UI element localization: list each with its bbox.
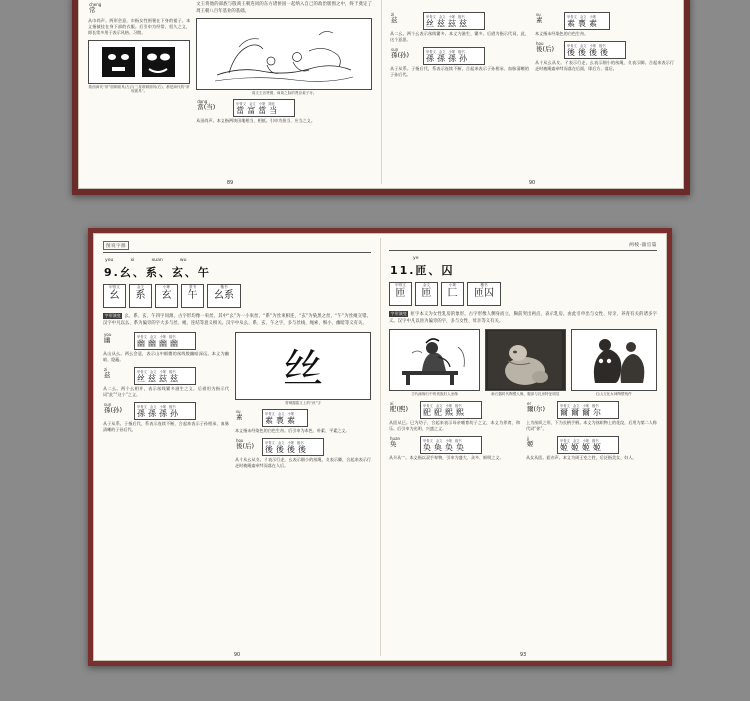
glyph-box-zi-2 [134,367,196,385]
entry-note: 从巾尚声。两形会意，巾指女性围裹在下身的裙子。本义指披挂在身下部的衣服。后引申为经常、恒久之义，即长常多用于表示风格、习惯。 [88,18,191,36]
figurine-photo-svg [488,331,562,389]
wenwang-drawing-caption: 周文王访贤图，商周之际的贤臣姜子牙。 [251,91,317,96]
entry-su [535,12,561,24]
section-intro [103,313,371,327]
entry-char: 常 [89,6,96,14]
glyph-label: 小篆 [159,369,167,374]
pinyin: xuan [151,258,163,264]
entry-note: 从廾从宀。本义指以双手奉物，引申为盛大、众多、鲜明之义。 [389,455,504,461]
glyph-box-er [557,401,619,419]
figurine-drawing-svg [577,331,651,389]
glyph: 孫 [159,409,167,419]
mask-figure-caption: 陕西商代“常”面铜面具(左)与三星堆铜面具(右)，都是商代的“常规面具”。 [88,84,190,94]
glyph-label: 金文 [422,283,431,287]
glyph: 富 [247,105,256,115]
glyph: 玆 [448,18,456,28]
glyph: 奂 [456,443,464,453]
glyph: 素 [589,18,597,28]
entry-char: 兹 [391,15,398,24]
entry-hou [535,41,561,53]
glyph: 孙 [170,409,178,419]
entry-char: 兹 [104,370,111,379]
entry-pinyin: zi [391,11,395,17]
entry-pinyin: xi [390,400,394,406]
glyph-label: 楷书 [455,403,462,408]
entry-pinyin: huan [390,436,401,442]
glyph: 姬 [571,443,579,453]
glyph-cell [129,284,152,308]
glyph-label: 小篆 [287,441,295,446]
glyph: 爾 [571,407,579,417]
figurine-photo-caption: 新石器时代陶塑人像，腹部与乳房特征明显 [491,392,560,397]
entry-xi [389,401,417,413]
intro-tag: 字形演变 [390,311,407,316]
glyph-label: 甲骨文 [137,405,147,410]
glyph: 姬 [582,443,590,453]
glyph-box-sun [423,47,485,65]
glyph-label: 楷书 [592,403,599,408]
entry-sun-2 [103,402,131,414]
intro-text: 幺、系、玄、午四字同源，古字形均像一束丝，其中“幺”为一小束丝，“系”为丝束相连，“玄”为染黑之丝，“午”为丝绳交错。汉字中凡以幺、系为偏旁的字大多与丝、绳、连结等意义相关。汉字中从幺、系、玄、午之字，多与丝线、绳索、细小、幽暗等义有关。 [103,314,371,326]
glyph-label: 楷书 [480,283,488,287]
entry-char: 後(后) [536,44,555,53]
entry-zi-2 [103,367,131,379]
glyph-label: 金文 [438,49,446,54]
glyph-box-huan [420,436,482,454]
glyph-label: 甲骨文 [109,285,120,290]
pinyin: you [105,258,114,264]
glyph-label: 楷书 [458,49,465,54]
glyph: 巸 [423,407,431,417]
person-drawing-caption: 古代画像石中的贵族妇人坐像 [411,392,458,397]
entry-char: 當(当) [197,102,216,111]
glyph-box-ji [557,436,619,454]
entry-zi [390,12,420,24]
wenwang-drawing [196,18,372,90]
glyph: 幽 [170,338,178,348]
glyph-cell [181,284,204,308]
glyph: 当 [269,105,278,115]
section-pinyins [105,258,371,263]
glyph: 素 [286,416,295,426]
glyph: 兹 [437,18,445,28]
glyph-label: 小篆 [448,283,457,287]
entry-note: 本义指未经染色的白色生帛。后引申为本色、朴素、平素之义。 [234,428,350,434]
glyph: 丝 [137,373,145,383]
glyph: 玄 [161,290,172,302]
chapter-title: 两棱·器官篇 [629,243,657,248]
glyph: 巸 [434,407,442,417]
entry-note: 从彳从幺从夊。彳表示行走，幺表示细小的丝绳，夊表示脚，合起来表示行走时被绳索牵绊而落在人后。 [234,457,371,469]
glyph-cell [207,284,241,308]
glyph-box-you [134,332,196,350]
glyph: 午 [187,290,198,302]
glyph-label: 金文 [277,441,285,446]
glyph-label: 小篆 [159,405,167,410]
glyph-label: 楷书 [169,405,176,410]
entry-hou-2 [235,438,259,450]
figurine-drawing-caption: 红山文化女神陶塑残件 [595,392,632,397]
glyph: 熙 [445,407,453,417]
glyph-label: 小篆 [162,285,171,290]
glyph-label: 楷书 [169,334,176,339]
glyph: 奂 [423,443,431,453]
glyph-label: 小篆 [448,49,456,54]
glyph: 尔 [593,407,601,417]
glyph: 姬 [560,443,568,453]
big-glyph-figure [235,332,371,400]
glyph-label: 甲骨文 [426,14,436,19]
section-title-text: 幺、系、玄、午 [119,266,211,280]
glyph: 幺 [109,290,120,302]
mask-figure-svg [99,43,179,81]
glyph: 幺系 [214,290,234,302]
glyph: 後 [275,445,284,455]
glyph: 後 [578,47,586,57]
section-title-text: 匝、囚 [415,264,455,277]
entry-pinyin: su [235,409,241,415]
glyph-box-xi [420,401,482,419]
glyph: 丝 [426,18,434,28]
glyph-label: 甲骨文 [395,283,406,287]
glyph-label: 小篆 [589,14,597,19]
glyph: 孫 [137,409,145,419]
glyph-box-su [564,12,610,30]
figurine-photo [485,329,565,391]
entry-char: 巸(熙) [390,404,409,413]
entry-pinyin: cheng [89,2,102,7]
glyph: 孫 [437,53,445,63]
mask-figure [88,40,190,84]
glyph-label: 金文 [435,403,443,408]
glyph: 孫 [148,409,156,419]
glyph-box-sun-2 [134,402,196,420]
glyph: 孫 [448,53,456,63]
entry-note: 从匝从巳。巳为幼子，合起来表示母亲哺育幼子之义，本义为养育、和乐。后引申为光明、兴盛之义。 [389,419,520,432]
entry-pinyin: zi [104,366,108,372]
glyph: 後 [286,445,295,455]
glyph-cell [441,282,464,306]
section-title [104,264,371,280]
glyph-cell [155,284,178,308]
glyph-label: 小篆 [445,403,453,408]
glyph-label: 金文 [277,412,285,417]
glyph-cell [415,282,438,306]
glyph-label: 小篆 [258,101,266,106]
glyph: 兹 [170,373,178,383]
glyph: 兹 [148,373,156,383]
glyph: 後 [567,47,575,57]
bottom-right-page [380,234,666,660]
glyph: 當 [236,105,245,115]
glyph-label: 甲骨文 [423,403,433,408]
entry-ji [526,436,554,448]
glyph-label: 楷书 [220,285,228,290]
entry-char: 奂 [390,440,397,449]
glyph-label: 甲骨文 [264,412,275,417]
glyph: 後 [600,47,608,57]
glyph-cell [389,282,412,306]
entry-note: 上为丝织之形，下为长柄手柄。本义为丝织物上的花纹，后用为第二人称代词“你”。 [526,419,657,432]
entry-cheng [88,2,190,14]
person-drawing-svg [392,331,478,389]
glyph-label: 小篆 [589,43,597,48]
entry-note: 从二幺。两个幺表示丝线繁多。本义为滋生、繁多。后借为指示代词，此、这个意思。 [390,30,529,42]
glyph-label: 金文 [435,439,443,444]
glyph-evolution-strip [389,282,657,306]
entry-pinyin: sun [104,402,112,408]
glyph: 後 [264,445,273,455]
entry-sun [390,47,420,59]
glyph: 爾 [560,407,568,417]
section-number: 9. [104,266,120,280]
glyph-box-hou [564,41,626,59]
glyph-label: 楷书 [297,441,304,446]
glyph-label: 金文 [149,369,157,374]
entry-you [103,332,131,344]
entry-pinyin: ji [527,436,530,442]
glyph: 幽 [159,338,167,348]
big-glyph: 丝 [282,346,323,392]
glyph-label: 甲骨文 [560,439,570,444]
top-spread-inner [78,0,684,189]
entry-su-2 [235,409,259,421]
running-head-left [103,241,371,253]
big-glyph-caption: 青铜器铭文上的“丝”字 [284,400,322,405]
entry-char: 姬 [527,440,534,449]
glyph: 幽 [148,338,156,348]
page-number: 93 [519,652,527,658]
glyph-label: 甲骨文 [137,369,147,374]
page-number: 90 [233,652,241,658]
glyph-label: 甲骨文 [567,14,577,19]
glyph-label: 金文 [572,439,580,444]
glyph-label: 甲骨文 [567,43,577,48]
section-number: 11. [390,264,416,277]
glyph-label: 金文 [149,405,157,410]
glyph-label: 简化 [268,101,275,106]
wenwang-drawing-svg [209,21,359,87]
entry-pinyin: hou [536,40,544,46]
entry-note: 从田尚声。本义指两块田地相当、相抵。引申为担当、应当之义。 [196,117,315,123]
entry-note: 本义指未经染色的白色生帛。 [535,30,589,36]
glyph: 幽 [137,338,145,348]
glyph-evolution-strip [103,284,371,308]
glyph: 後 [589,47,597,57]
intro-text: 匝字本义为女性乳房的象形。古字形像人侧身而立，胸前突出两点，表示乳房。由此引申出与女性、母亲、养育有关的诸多字义。汉字中凡以匝为偏旁的字，多与女性、母亲等义有关。 [389,312,657,324]
glyph-label: 金文 [149,334,157,339]
glyph-label: 金文 [572,403,580,408]
glyph-label: 甲骨文 [426,49,436,54]
entry-note: 从子从系。子指后代，系表示连续不断，合起来表示子孙相承、血脉清晰的子孙后代。 [103,421,229,433]
glyph-label: 甲骨文 [264,441,275,446]
entry-pinyin: you [104,331,112,337]
glyph: 匝 [395,287,406,299]
book-spread-top [72,0,690,195]
entry-er [526,401,554,413]
entry-pinyin: sun [391,46,399,52]
glyph-label: 小篆 [445,439,453,444]
glyph: 褭 [578,18,586,28]
glyph-box-hou-2 [262,438,324,456]
top-left-intro: 文王将他的部族与殷商王朝连同的东方诸侯国一起纳入自己的政治版图之中，终于奠定了周王朝八百年基业的基础。 [196,2,372,14]
glyph: 奂 [445,443,453,453]
glyph-label: 金文 [579,14,587,19]
glyph: 當 [258,105,267,115]
glyph: 素 [264,416,273,426]
entry-char: 後(后) [235,442,255,451]
glyph-label: 金文 [438,14,446,19]
glyph-label: 小篆 [287,412,295,417]
entry-char: 素 [235,413,243,422]
glyph-label: 甲骨文 [560,403,570,408]
glyph-label: 小篆 [159,334,167,339]
entry-pinyin: er [527,400,532,406]
glyph: 後 [297,445,306,455]
glyph: 玆 [159,373,167,383]
glyph: 系 [135,290,146,302]
entry-pinyin: dang [197,98,208,104]
entry-pinyin: hou [235,438,244,444]
glyph-label: 金文 [136,285,145,290]
entry-char: 孫(孙) [391,50,410,59]
page-number: 89 [226,180,234,186]
glyph: 匝囚 [474,287,494,299]
glyph: 素 [567,18,575,28]
bottom-spread-inner [93,233,667,661]
glyph-box-zi [423,12,485,30]
pinyin: wu [179,258,187,264]
intro-tag: 字形演变 [104,313,121,319]
glyph: 熙 [456,407,464,417]
glyph-label: 楷书 [455,439,462,444]
top-left-page [79,0,381,188]
glyph: 兹 [459,18,467,28]
glyph: 褭 [275,416,284,426]
glyph-box-su-2 [262,409,308,427]
bottom-left-page [94,234,380,660]
entry-pinyin: su [536,11,541,17]
running-head-right [389,241,657,251]
entry-char: 孫(孙) [104,406,123,415]
glyph-label: 小篆 [582,403,590,408]
glyph-box-dang [233,99,295,117]
page-number: 90 [528,180,536,186]
entry-note: 从山从幺。两幺会意，表示山中细微的丝线般幽暗深远。本义为幽暗、隐蔽。 [103,350,229,362]
glyph-label: 甲骨文 [236,101,247,106]
section-pinyin: ye [413,256,419,261]
book-title: 图说字源 [103,241,129,250]
glyph-label: 小篆 [448,14,456,19]
glyph-label: 楷书 [458,14,465,19]
entry-note: 从子从系。子指后代，系表示连续不断，合起来表示子孙相承、血脉清晰的子孙后代。 [390,65,529,78]
glyph-label: 甲骨文 [423,439,433,444]
figurine-drawing [571,329,658,391]
glyph-cell [467,282,501,306]
glyph: 爾 [582,407,590,417]
pinyin: xi [130,258,135,264]
book-spread-bottom [88,228,672,666]
glyph-label: 隶书 [188,285,197,290]
entry-note: 从二幺。两个幺相并，表示丝线繁多滋生之义。后借用为指示代词“此”“这个”之义。 [103,385,229,397]
glyph-label: 楷书 [592,439,599,444]
glyph: 孫 [426,53,434,63]
entry-char: 爾(尔) [527,404,546,413]
entry-char: 素 [536,15,543,24]
glyph-label: 甲骨文 [137,334,147,339]
person-drawing-figure [389,329,480,391]
section-intro [389,311,657,325]
glyph-cell [103,284,126,308]
glyph: 匝 [421,287,432,299]
glyph: 匚 [447,287,458,299]
glyph-label: 楷书 [599,43,606,48]
entry-note: 从女从匝。匝亦声。本义为周王室之姓，后泛指美女、妇人。 [526,455,637,461]
glyph: 孙 [459,53,467,63]
entry-note: 从彳从幺从夊。彳表示行走，幺表示细小的丝绳，夊表示脚。合起来表示行走时被绳索牵绊而落在后面，即后方、落后。 [535,59,674,71]
glyph-label: 金文 [579,43,587,48]
top-right-page [381,0,683,188]
entry-huan [389,436,417,448]
glyph-label: 楷书 [169,369,176,374]
section-title [390,262,657,278]
glyph-label: 小篆 [582,439,590,444]
entry-dang [196,99,230,111]
glyph: 姬 [593,443,601,453]
glyph-label: 金文 [249,101,256,106]
glyph: 奐 [434,443,442,453]
entry-char: 幽 [104,335,111,344]
